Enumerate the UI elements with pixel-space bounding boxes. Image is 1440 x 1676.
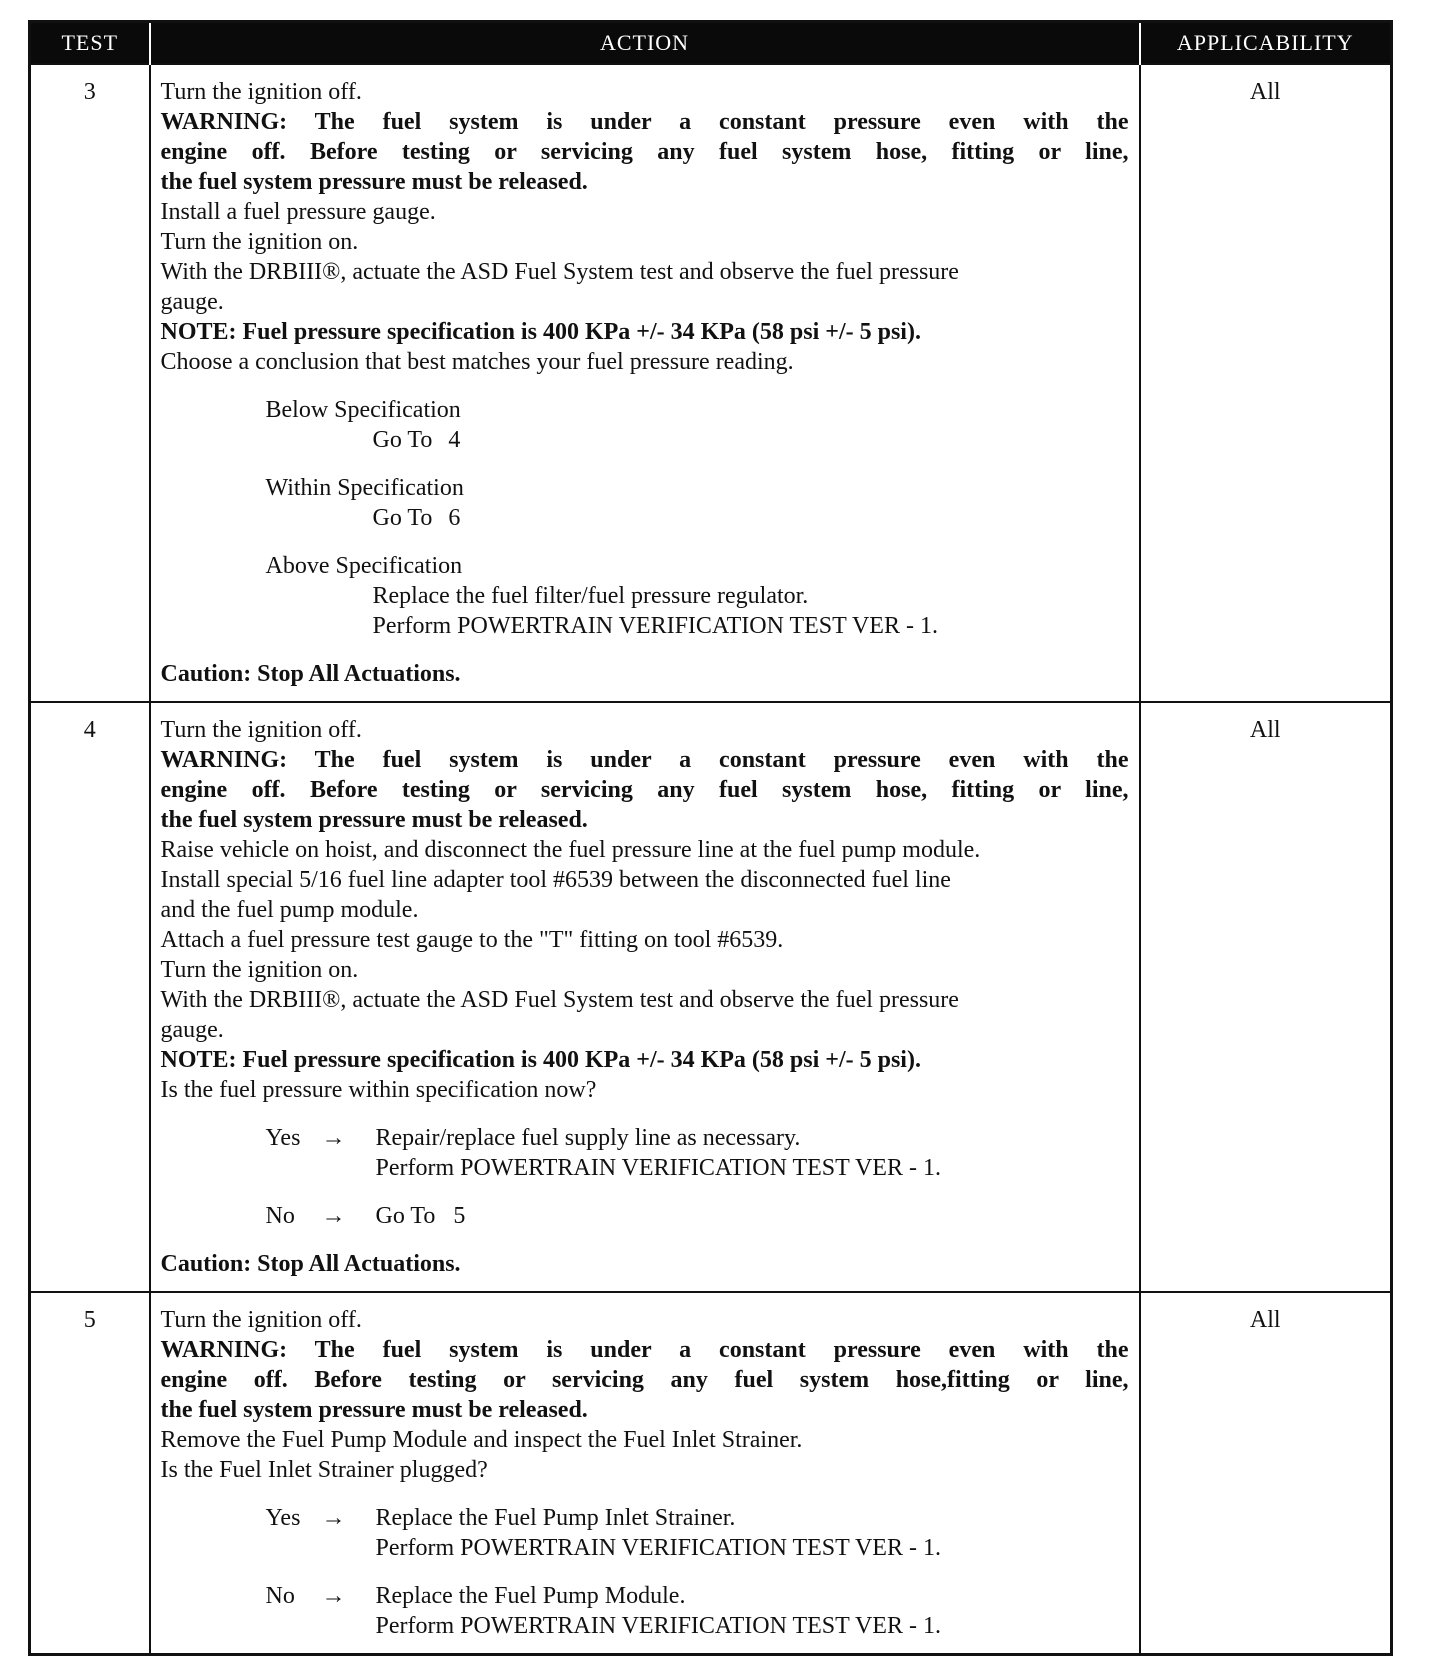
action-step: Install a fuel pressure gauge.: [160, 199, 436, 225]
caution-text: Caution: Stop All Actuations.: [160, 1251, 461, 1277]
branch-label: No: [265, 1583, 295, 1609]
caution-text: Caution: Stop All Actuations.: [160, 661, 461, 687]
table-row-test-5: [30, 1292, 1392, 1655]
branch-yes: [161, 1503, 1129, 1563]
action-step: Turn the ignition on.: [160, 229, 359, 255]
note-text: NOTE: Fuel pressure specification is 400 KPa +/- 34 KPa (58 psi +/- 5 psi).: [160, 1047, 921, 1073]
goto-number: 6: [448, 505, 461, 531]
branch-result-line: Perform POWERTRAIN VERIFICATION TEST VER - 1.: [375, 1155, 941, 1181]
table-row-test-4: [30, 702, 1392, 1292]
action-step: Turn the ignition off.: [160, 79, 362, 105]
branch-result: [376, 1123, 1129, 1183]
warning-text: WARNING: The fuel system is under a constant pressure even with the: [160, 747, 1129, 773]
branch-result-line: Repair/replace fuel supply line as necessary.: [375, 1125, 801, 1151]
action-step: Turn the ignition on.: [160, 957, 359, 983]
action-step: Remove the Fuel Pump Module and inspect the Fuel Inlet Strainer.: [160, 1427, 803, 1453]
action-step: gauge.: [160, 289, 224, 315]
option-label: Within Specification: [265, 475, 464, 501]
action-step: Turn the ignition off.: [160, 1307, 362, 1333]
branch-result-line: Go To 5: [375, 1203, 466, 1229]
warning-text: engine off. Before testing or servicing any fuel system hose,fitting or line,: [160, 1367, 1129, 1393]
warning-text: the fuel system pressure must be released.: [160, 807, 588, 833]
action-step: gauge.: [160, 1017, 224, 1043]
branch-result-line: Perform POWERTRAIN VERIFICATION TEST VER - 1.: [375, 1613, 941, 1639]
action-cell: [150, 1292, 1140, 1655]
arrow-right-icon: →: [321, 1505, 346, 1531]
arrow-right-icon: →: [321, 1583, 346, 1609]
action-step: Turn the ignition off.: [160, 717, 362, 743]
warning-text: engine off. Before testing or servicing any fuel system hose, fitting or line,: [160, 777, 1129, 803]
goto-text: Go To: [372, 505, 433, 531]
table-header-row: [30, 22, 1392, 65]
action-step: and the fuel pump module.: [160, 897, 419, 923]
diagnostic-test-table-sheet: [28, 20, 1390, 1656]
header-applicability: APPLICABILITY: [1140, 22, 1392, 65]
action-step: Is the fuel pressure within specification now?: [160, 1077, 597, 1103]
branch-result: [376, 1503, 1129, 1563]
option-label: Above Specification: [265, 553, 463, 579]
warning-text: WARNING: The fuel system is under a constant pressure even with the: [160, 1337, 1129, 1363]
branch-label: Yes: [265, 1125, 301, 1151]
action-step: Install special 5/16 fuel line adapter tool #6539 between the disconnected fuel line: [160, 867, 951, 893]
branch-no: [161, 1201, 1129, 1231]
action-step: Is the Fuel Inlet Strainer plugged?: [160, 1457, 488, 1483]
action-step: Choose a conclusion that best matches your fuel pressure reading.: [160, 349, 794, 375]
option-result: [161, 503, 1129, 533]
warning-text: engine off. Before testing or servicing any fuel system hose, fitting or line,: [160, 139, 1129, 165]
branch-result: [376, 1581, 1129, 1641]
header-action: ACTION: [150, 22, 1140, 65]
action-step: Attach a fuel pressure test gauge to the "T" fitting on tool #6539.: [160, 927, 784, 953]
warning-text: the fuel system pressure must be released.: [160, 1397, 588, 1423]
branch-label: Yes: [265, 1505, 301, 1531]
branch-label: No: [265, 1203, 295, 1229]
note-text: NOTE: Fuel pressure specification is 400 KPa +/- 34 KPa (58 psi +/- 5 psi).: [160, 319, 921, 345]
option-result: Replace the fuel filter/fuel pressure regulator.: [372, 583, 809, 609]
arrow-right-icon: →: [321, 1125, 346, 1151]
diagnostic-test-table: [28, 20, 1393, 1656]
branch-result: [376, 1201, 1129, 1231]
test-number: 5: [30, 1292, 150, 1655]
table-row-test-3: [30, 64, 1392, 702]
action-step: With the DRBIII®, actuate the ASD Fuel System test and observe the fuel pressure: [160, 259, 959, 285]
option-result: [161, 425, 1129, 455]
branch-no: [161, 1581, 1129, 1641]
action-cell: [150, 64, 1140, 702]
action-step: Raise vehicle on hoist, and disconnect the fuel pressure line at the fuel pump module.: [160, 837, 981, 863]
goto-text: Go To: [372, 427, 433, 453]
applicability-value: All: [1140, 702, 1392, 1292]
arrow-right-icon: →: [321, 1203, 346, 1229]
option-label: Below Specification: [265, 397, 461, 423]
conclusion-option-below: [161, 395, 1129, 455]
branch-result-line: Perform POWERTRAIN VERIFICATION TEST VER - 1.: [375, 1535, 941, 1561]
goto-number: 4: [448, 427, 461, 453]
applicability-value: All: [1140, 64, 1392, 702]
option-result: Perform POWERTRAIN VERIFICATION TEST VER - 1.: [372, 613, 938, 639]
header-test: TEST: [30, 22, 150, 65]
test-number: 3: [30, 64, 150, 702]
warning-text: the fuel system pressure must be released.: [160, 169, 588, 195]
branch-yes: [161, 1123, 1129, 1183]
branch-result-line: Replace the Fuel Pump Module.: [375, 1583, 686, 1609]
conclusion-option-above: [161, 551, 1129, 641]
action-cell: [150, 702, 1140, 1292]
conclusion-option-within: [161, 473, 1129, 533]
applicability-value: All: [1140, 1292, 1392, 1655]
action-step: With the DRBIII®, actuate the ASD Fuel System test and observe the fuel pressure: [160, 987, 959, 1013]
test-number: 4: [30, 702, 150, 1292]
branch-result-line: Replace the Fuel Pump Inlet Strainer.: [375, 1505, 736, 1531]
warning-text: WARNING: The fuel system is under a constant pressure even with the: [160, 109, 1129, 135]
